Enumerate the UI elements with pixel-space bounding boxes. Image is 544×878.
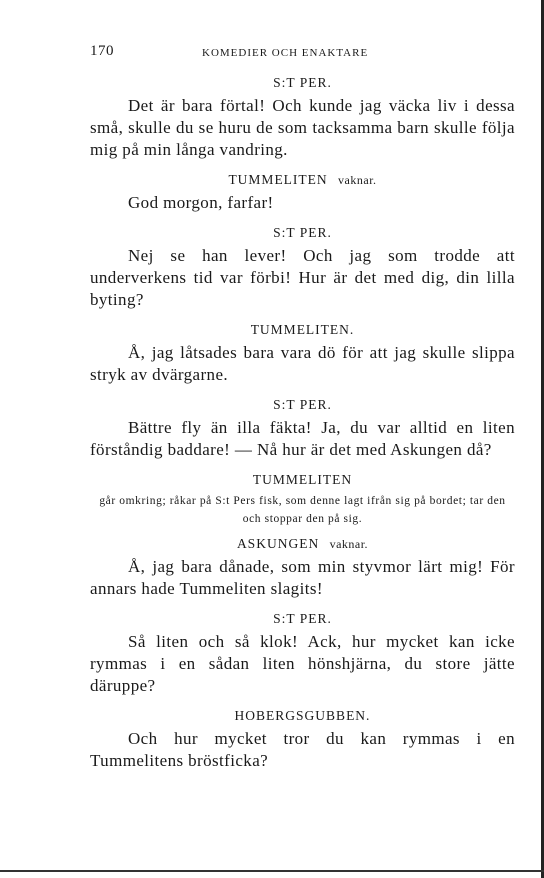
- speech: Nej se han lever! Och jag som trodde att underverkens tid var förbi! Hur är det med dig, din lilla byting?: [90, 246, 515, 309]
- speaker-line: [90, 534, 515, 554]
- speech: Å, jag låtsades bara vara dö för att jag skulle slippa stryk av dvärgarne.: [90, 343, 515, 384]
- speaker-name: S:T PER.: [273, 225, 332, 240]
- speaker-line: [90, 320, 515, 340]
- speech: Det är bara förtal! Och kunde jag väcka liv i dessa små, skulle du se huru de som tacksamma barn skulle följa mig på min långa vandring.: [90, 96, 515, 159]
- speaker-name: TUMMELITEN: [252, 472, 353, 487]
- speaker-name: ASKUNGEN: [236, 536, 320, 551]
- speaker-line: [90, 223, 515, 243]
- page-number: 170: [90, 43, 114, 59]
- speech: Å, jag bara dånade, som min styvmor lärt mig! För annars hade Tummeliten slagits!: [90, 557, 515, 598]
- speaker-line: [90, 395, 515, 415]
- page-header: [90, 40, 514, 64]
- speaker-line: [90, 73, 515, 93]
- running-title: KOMEDIER OCH ENAKTARE: [202, 47, 369, 59]
- speaker-name: S:T PER.: [273, 611, 332, 626]
- speaker-name: TUMMELITEN: [228, 172, 328, 187]
- speech: Och hur mycket tror du kan rymmas i en Tummelitens bröstficka?: [90, 729, 515, 770]
- speech: Bättre fly än illa fäkta! Ja, du var alltid en liten förståndig baddare! — Nå hur är det med Askungen då?: [90, 418, 515, 459]
- play-text: [90, 73, 515, 781]
- speaker-name: TUMMELITEN.: [250, 322, 355, 337]
- speaker-name: HOBERGSGUBBEN.: [234, 708, 371, 723]
- speaker-name: S:T PER.: [273, 75, 332, 90]
- speech: God morgon, farfar!: [128, 193, 274, 212]
- stage-direction: går omkring; råkar på S:t Pers fisk, som denne lagt ifrån sig på bordet; tar den och stoppar den på sig.: [99, 495, 506, 525]
- page-edge-bottom: [0, 870, 544, 872]
- speaker-line: [90, 170, 515, 190]
- speech: Så liten och så klok! Ack, hur mycket kan icke rymmas i en sådan liten hönshjärna, du store jätte däruppe?: [90, 632, 515, 695]
- speaker-line: [90, 706, 515, 726]
- speaker-direction: vaknar.: [329, 537, 369, 551]
- speaker-direction: vaknar.: [338, 173, 377, 187]
- speaker-line: [90, 470, 515, 490]
- speaker-name: S:T PER.: [273, 397, 332, 412]
- speaker-line: [90, 609, 515, 629]
